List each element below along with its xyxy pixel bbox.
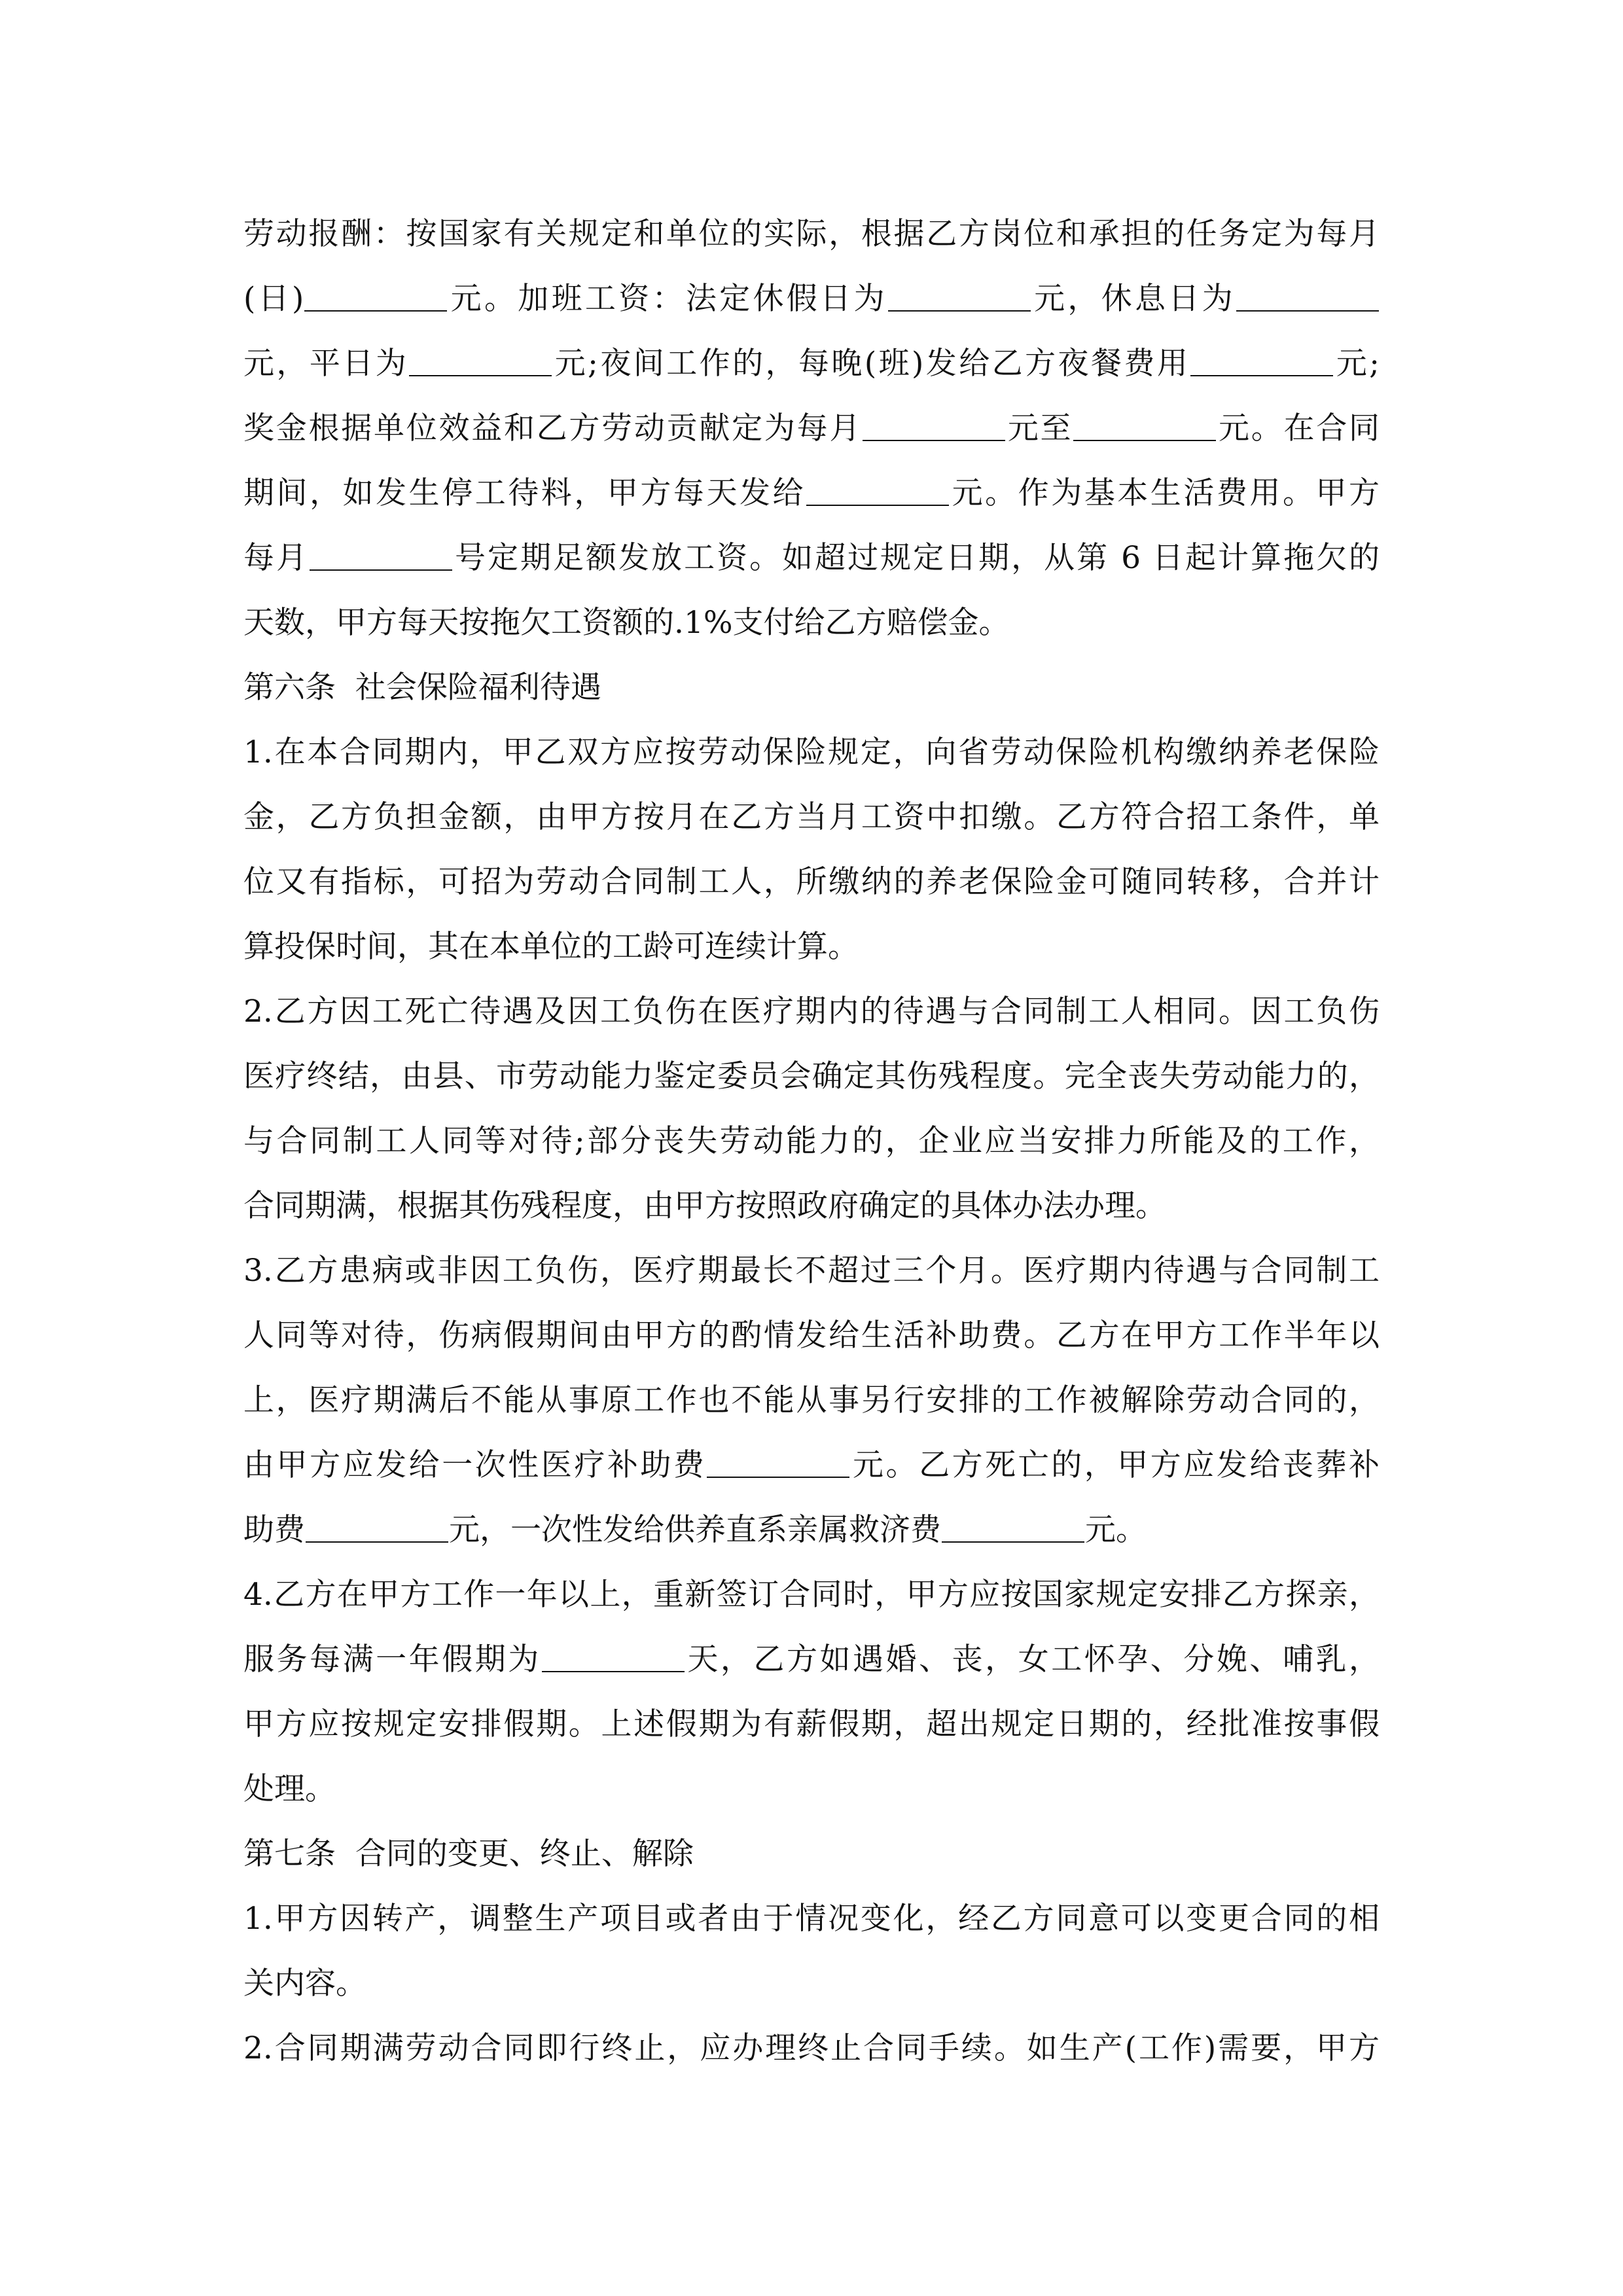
- text-segment: 元。作为基本生活费用。甲方: [950, 475, 1380, 511]
- text-segment: 期间，如发生停工待料，甲方每天发给: [243, 475, 806, 511]
- text-segment: 2.合同期满劳动合同即行终止，应办理终止合同手续。如生产(工作)需要，甲方: [243, 2030, 1380, 2066]
- text-segment: 元;夜间工作的，每晚(班)发给乙方夜餐费用: [552, 346, 1190, 382]
- text-line: [243, 655, 1380, 720]
- text-line: [243, 1303, 1380, 1368]
- text-line: [243, 850, 1380, 914]
- text-segment: 元，休息日为: [1031, 281, 1236, 317]
- text-line: [243, 979, 1380, 1044]
- text-segment: 人同等对待，伤病假期间由甲方的酌情发给生活补助费。乙方在甲方工作半年以: [243, 1318, 1380, 1354]
- text-segment: 与合同制工人同等对待;部分丧失劳动能力的，企业应当安排力所能及的工作，: [243, 1123, 1380, 1159]
- text-segment: 天数，甲方每天按拖欠工资额的.1%支付给乙方赔偿金。: [243, 605, 1010, 641]
- fill-in-blank: [1236, 310, 1379, 312]
- text-line: [243, 1886, 1380, 1951]
- text-line: [243, 1044, 1380, 1109]
- text-segment: 元。在合同: [1217, 410, 1380, 446]
- fill-in-blank: [942, 1541, 1084, 1543]
- text-segment: 1.甲方因转产，调整生产项目或者由于情况变化，经乙方同意可以变更合同的相: [243, 1901, 1380, 1937]
- text-segment: 医疗终结，由县、市劳动能力鉴定委员会确定其伤残程度。完全丧失劳动能力的，: [243, 1058, 1380, 1094]
- text-line: [243, 266, 1380, 331]
- text-line: [243, 2016, 1380, 2081]
- fill-in-blank: [707, 1477, 849, 1478]
- text-line: [243, 1757, 1380, 1821]
- text-segment: 元，一次性发给供养直系亲属救济费: [449, 1512, 941, 1548]
- text-segment: 服务每满一年假期为: [243, 1641, 541, 1677]
- text-segment: 甲方应按规定安排假期。上述假期为有薪假期，超出规定日期的，经批准按事假: [243, 1706, 1380, 1742]
- text-segment: 第六条 社会保险福利待遇: [243, 670, 601, 706]
- text-line: [243, 396, 1380, 461]
- text-segment: 4.乙方在甲方工作一年以上，重新签订合同时，甲方应按国家规定安排乙方探亲，: [243, 1577, 1380, 1613]
- text-segment: 劳动报酬：按国家有关规定和单位的实际，根据乙方岗位和承担的任务定为每月: [243, 216, 1380, 252]
- text-segment: 位又有指标，可招为劳动合同制工人，所缴纳的养老保险金可随同转移，合并计: [243, 864, 1380, 900]
- document-page: [243, 202, 1380, 2081]
- text-line: [243, 1174, 1380, 1238]
- text-line: [243, 914, 1380, 979]
- fill-in-blank: [806, 505, 949, 506]
- fill-in-blank: [863, 440, 1005, 441]
- text-line: [243, 1821, 1380, 1886]
- fill-in-blank: [888, 310, 1031, 312]
- text-line: [243, 461, 1380, 526]
- text-line: [243, 1951, 1380, 2016]
- text-line: [243, 1627, 1380, 1692]
- text-line: [243, 1109, 1380, 1174]
- text-line: [243, 1562, 1380, 1627]
- text-line: [243, 526, 1380, 590]
- text-line: [243, 1433, 1380, 1498]
- text-segment: 关内容。: [243, 1965, 366, 2001]
- text-line: [243, 590, 1380, 655]
- text-segment: 算投保时间，其在本单位的工龄可连续计算。: [243, 929, 859, 965]
- fill-in-blank: [1073, 440, 1216, 441]
- text-segment: 元。加班工资：法定休假日为: [448, 281, 887, 317]
- text-segment: 每月: [243, 540, 310, 576]
- fill-in-blank: [304, 310, 447, 312]
- text-segment: 上，医疗期满后不能从事原工作也不能从事另行安排的工作被解除劳动合同的，: [243, 1382, 1380, 1418]
- text-line: [243, 202, 1380, 266]
- text-segment: (日): [243, 281, 304, 317]
- fill-in-blank: [1190, 375, 1333, 376]
- text-segment: 合同期满，根据其伤残程度，由甲方按照政府确定的具体办法办理。: [243, 1188, 1166, 1224]
- text-line: [243, 1238, 1380, 1303]
- text-line: [243, 785, 1380, 850]
- fill-in-blank: [306, 1541, 448, 1543]
- text-segment: 金，乙方负担金额，由甲方按月在乙方当月工资中扣缴。乙方符合招工条件，单: [243, 799, 1380, 835]
- text-segment: 由甲方应发给一次性医疗补助费: [243, 1447, 707, 1483]
- text-segment: 1.在本合同期内，甲乙双方应按劳动保险规定，向省劳动保险机构缴纳养老保险: [243, 734, 1380, 770]
- text-segment: 处理。: [243, 1771, 336, 1807]
- fill-in-blank: [409, 375, 552, 376]
- text-segment: 天，乙方如遇婚、丧，女工怀孕、分娩、哺乳，: [685, 1641, 1380, 1677]
- text-segment: 元;: [1334, 346, 1380, 382]
- text-segment: 元。: [1085, 1512, 1147, 1548]
- text-segment: 元。乙方死亡的，甲方应发给丧葬补: [850, 1447, 1380, 1483]
- text-segment: 第七条 合同的变更、终止、解除: [243, 1836, 694, 1872]
- text-segment: 元，平日为: [243, 346, 409, 382]
- text-segment: 元至: [1006, 410, 1073, 446]
- text-segment: 助费: [243, 1512, 305, 1548]
- text-segment: 奖金根据单位效益和乙方劳动贡献定为每月: [243, 410, 863, 446]
- fill-in-blank: [542, 1671, 685, 1672]
- text-line: [243, 1368, 1380, 1433]
- text-line: [243, 1692, 1380, 1757]
- text-segment: 3.乙方患病或非因工负伤，医疗期最长不超过三个月。医疗期内待遇与合同制工: [243, 1253, 1380, 1289]
- text-segment: 号定期足额发放工资。如超过规定日期，从第 6 日起计算拖欠的: [453, 540, 1380, 576]
- fill-in-blank: [310, 569, 452, 571]
- text-line: [243, 720, 1380, 785]
- text-segment: 2.乙方因工死亡待遇及因工负伤在医疗期内的待遇与合同制工人相同。因工负伤: [243, 994, 1380, 1030]
- text-line: [243, 331, 1380, 396]
- text-line: [243, 1498, 1380, 1562]
